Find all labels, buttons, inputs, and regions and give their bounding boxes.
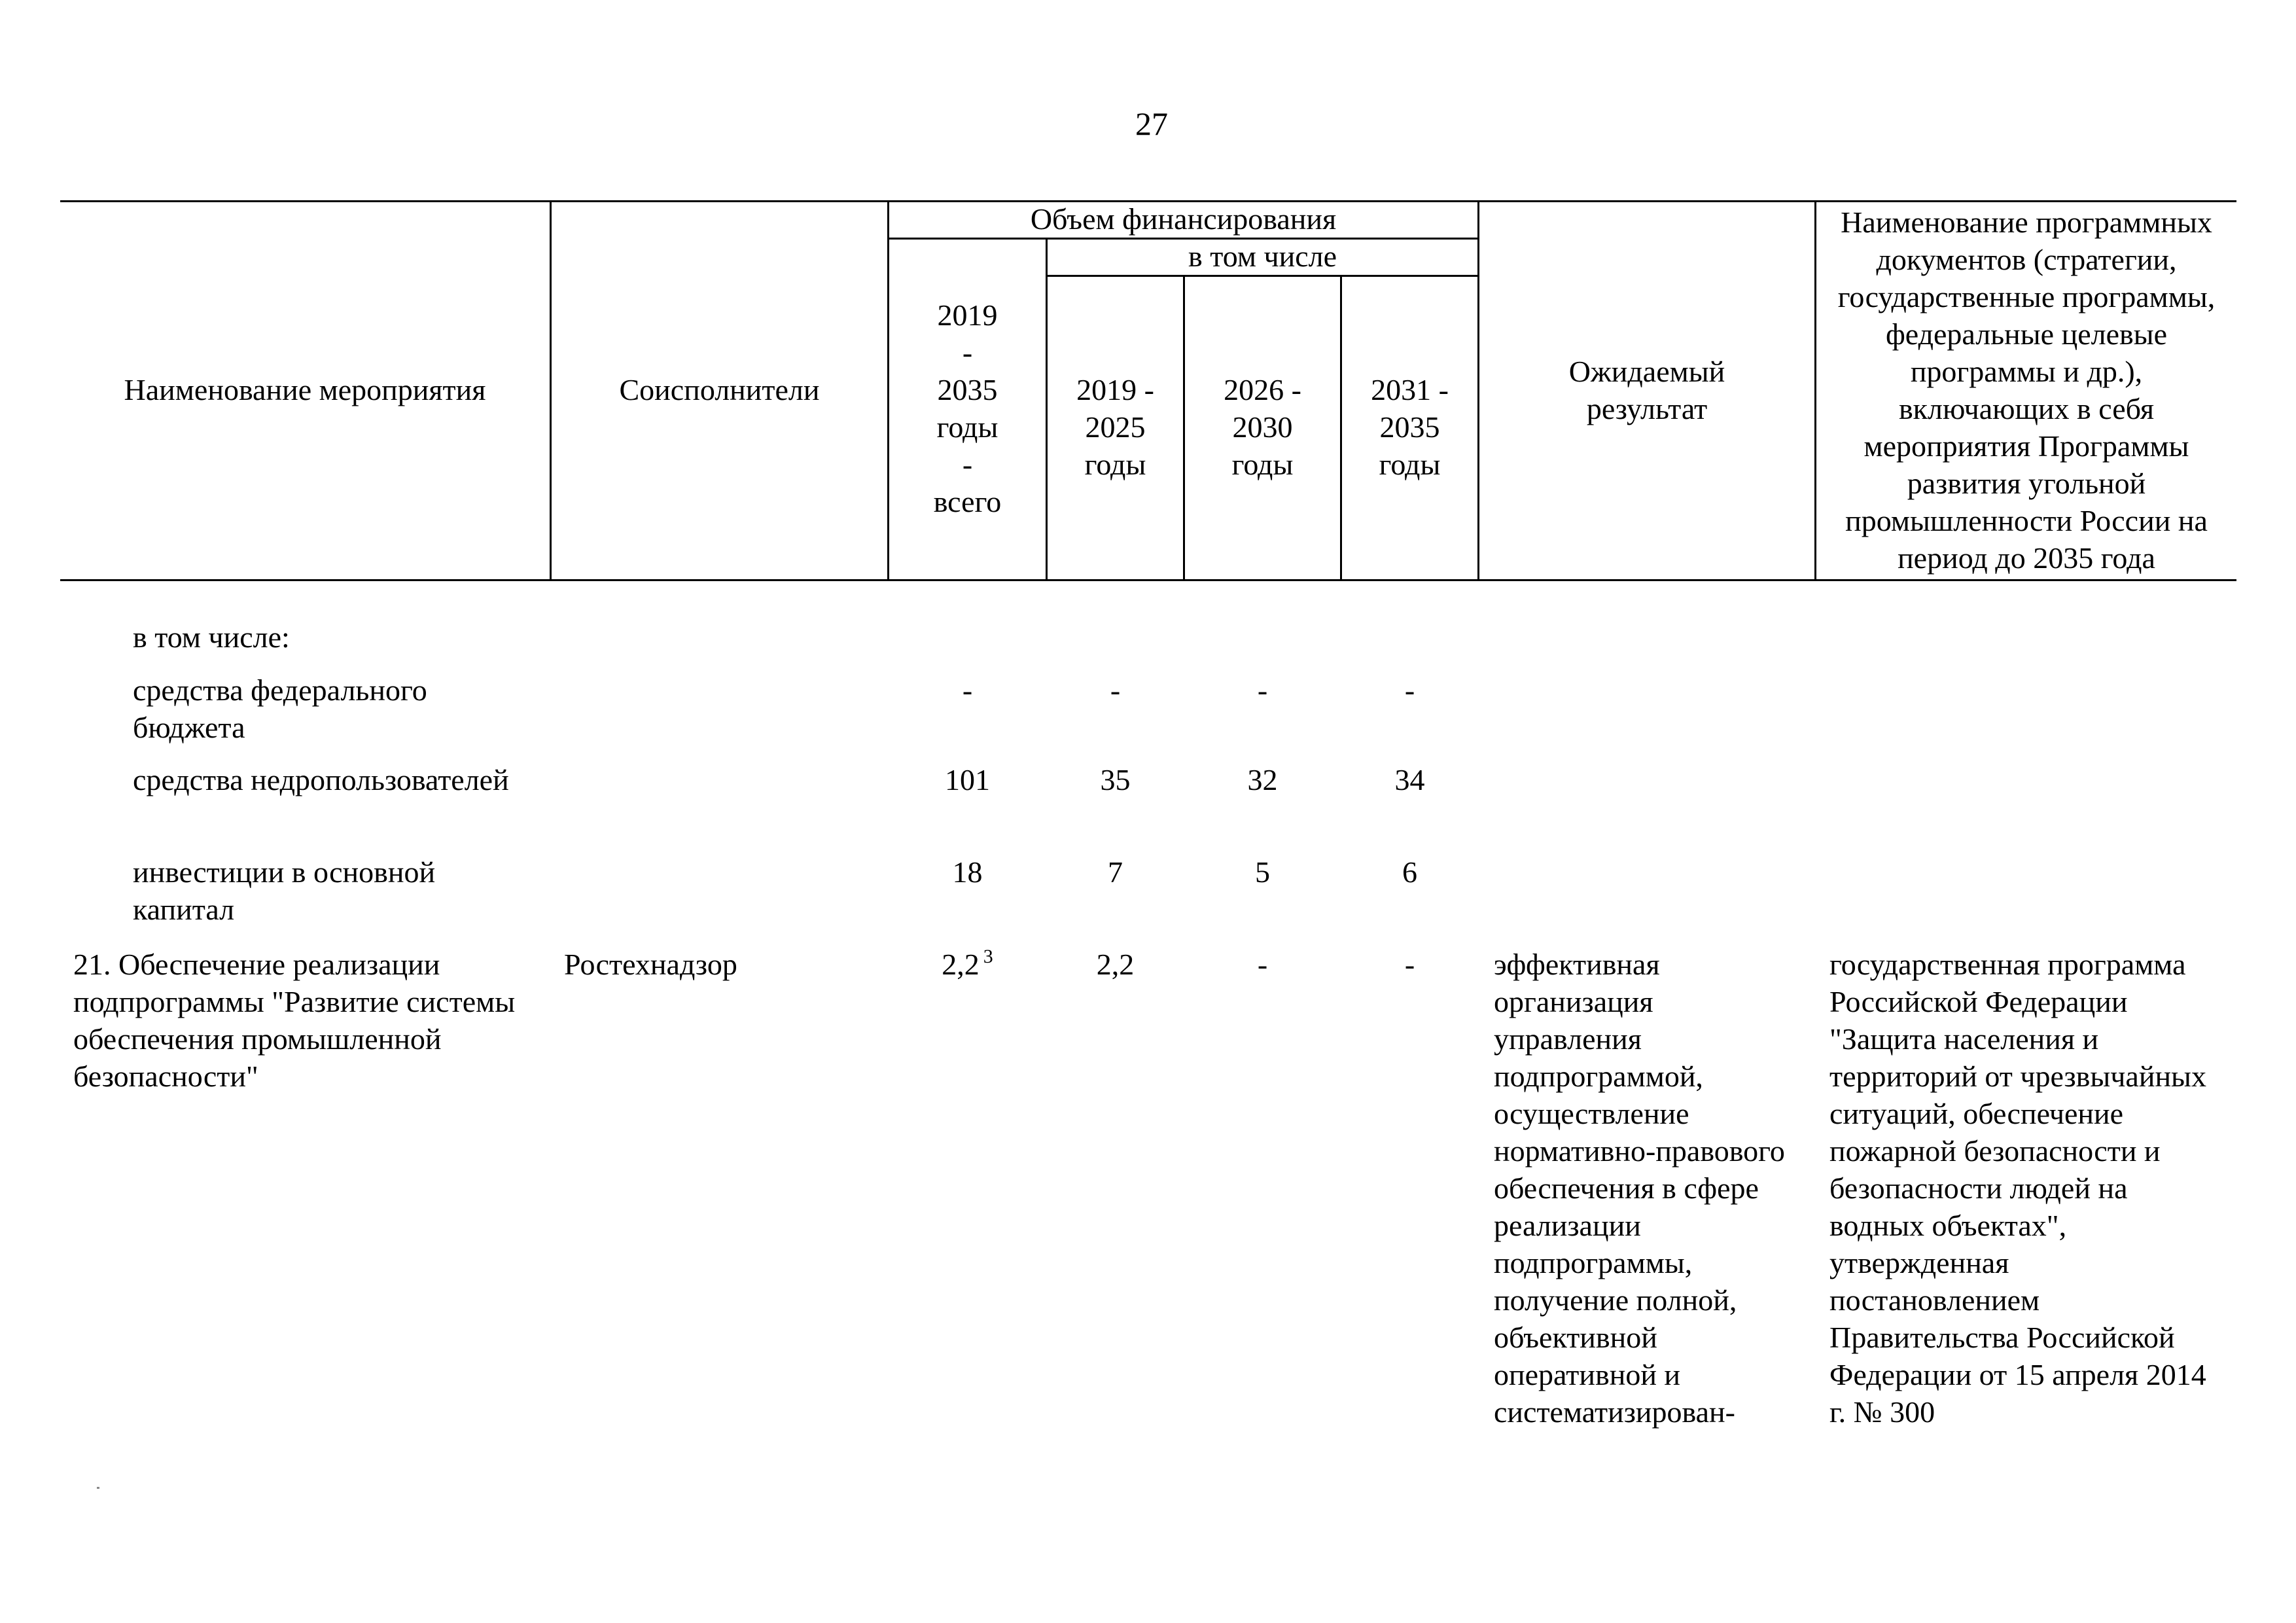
footnote-ref: 3 [983,946,993,967]
row-invest-p1: 7 [1108,855,1123,889]
header-period-3: 2031 - 2035 годы [1371,373,1449,481]
item-21-p3: - [1404,948,1415,981]
row-invest-p3: 6 [1402,855,1417,889]
item-21-p2: - [1257,948,1268,981]
row-invest-label: инвестиции в основной капитал [133,855,436,926]
header-bottom-border [60,579,2236,581]
row-federal-p1: - [1110,673,1121,707]
header-name: Наименование мероприятия [124,373,486,406]
header-including: в том числе [1188,240,1337,273]
item-21-coexecutor: Ростехнадзор [564,948,737,981]
row-subsoil-p2: 32 [1247,763,1278,796]
item-21-total [889,946,1046,987]
page-number: 27 [1135,105,1168,142]
row-subsoil-total: 101 [945,763,990,796]
item-21-name: 21. Обеспечение реализации подпрограммы "Развитие системы обеспечения промышленной безопасности" [73,948,516,1093]
header-period-1: 2019 - 2025 годы [1076,373,1154,481]
header-funding: Объем финансирования [1030,202,1337,236]
header-period-2: 2026 - 2030 годы [1224,373,1301,481]
row-federal-total: - [962,673,973,707]
row-subsoil-label: средства недропользователей [133,763,509,796]
row-invest-total: 18 [952,855,983,889]
scan-speck [97,1487,99,1489]
row-invest-p2: 5 [1255,855,1270,889]
row-federal-label: средства федерального бюджета [133,673,427,744]
header-documents: Наименование программных документов (стратегии, государственные программы, федеральные целевые программы и др.), включающих в себя мероприятия Программы развития угольной промышленности России на период до 2035 года [1837,205,2216,575]
item-21-total-value: 2,2 [942,948,980,981]
item-21-p1: 2,2 [1096,948,1135,981]
item-21-documents: государственная программа Российской Федерации "Защита населения и территорий от чрезвычайных ситуаций, обеспечение пожарной безопасности и безопасности людей на водных объектах", утвержденная постановлением Правительства Российской Федерации от 15 апреля 2014 г. № 300 [1829,948,2206,1429]
header-result: Ожидаемый результат [1568,354,1725,425]
item-21-result: эффективная организация управления подпрограммой, осуществление нормативно-правового обеспечения в сфере реализации подпрограммы, получение полной, объективной оперативной и систематизирован- [1494,948,1785,1429]
including-label: в том числе: [133,620,290,654]
header-total: 2019 - 2035 годы - всего [933,298,1002,518]
row-subsoil-p3: 34 [1394,763,1425,796]
row-subsoil-p1: 35 [1100,763,1131,796]
header-coexecutors: Соисполнители [619,373,820,406]
row-federal-p2: - [1257,673,1268,707]
row-federal-p3: - [1404,673,1415,707]
